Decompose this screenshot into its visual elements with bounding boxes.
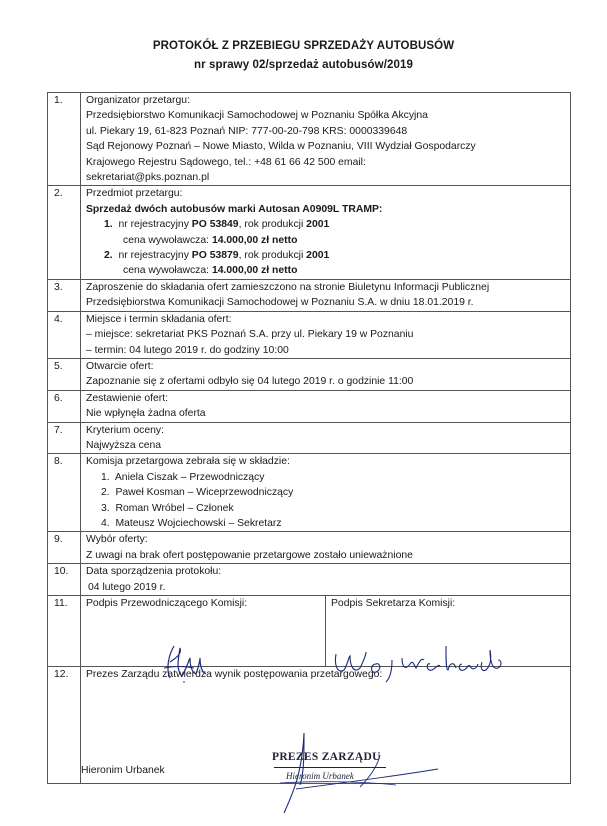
row-number: 9. xyxy=(48,532,81,564)
invitation-line: Zaproszenie do składania ofert zamieszczono na stronie Biuletynu Informacji Publicznej xyxy=(86,281,490,293)
president-name: Hieronim Urbanek xyxy=(81,765,165,776)
opening-label: Otwarcie ofert: xyxy=(86,360,154,372)
list-number: 1. xyxy=(101,471,110,483)
reg-prefix: nr rejestracyjny xyxy=(118,250,192,262)
organizer-line: Przedsiębiorstwo Komunikacji Samochodowej w Poznaniu Spółka Akcyjna xyxy=(86,110,428,122)
bus-item xyxy=(86,217,570,232)
registration-number: PO 53849 xyxy=(191,219,239,231)
deadline-line: – termin: 04 lutego 2019 r. do godziny 10:00 xyxy=(86,344,289,356)
offers-summary-label: Zestawienie ofert: xyxy=(86,392,169,404)
subject-label: Przedmiot przetargu: xyxy=(86,188,183,200)
year-prefix: , rok produkcji xyxy=(238,219,307,231)
list-number: 1. xyxy=(104,219,113,231)
price-prefix: cena wywoławcza: xyxy=(123,265,212,277)
bus-price xyxy=(86,263,570,278)
protocol-date-label: Data sporządzenia protokołu: xyxy=(86,566,222,578)
list-number: 2. xyxy=(101,487,110,499)
price-prefix: cena wywoławcza: xyxy=(123,234,212,246)
price-value: 14.000,00 zł netto xyxy=(211,265,298,277)
price-value: 14.000,00 zł netto xyxy=(211,234,298,246)
offer-selection-label: Wybór oferty: xyxy=(86,534,148,546)
offer-selection-cell xyxy=(81,532,571,564)
row-number: 8. xyxy=(48,454,81,532)
list-number: 3. xyxy=(101,502,110,514)
row-protocol-date xyxy=(48,564,571,596)
organizer-label: Organizator przetargu: xyxy=(86,95,190,106)
organizer-cell xyxy=(81,93,571,186)
row-number: 11. xyxy=(48,596,81,667)
year-prefix: , rok produkcji xyxy=(238,250,307,262)
stamp-underline xyxy=(274,767,386,768)
president-signature xyxy=(240,725,440,815)
secretary-signature xyxy=(330,640,510,685)
criterion-label: Kryterium oceny: xyxy=(86,424,164,436)
row-number: 3. xyxy=(48,279,81,311)
opening-cell xyxy=(81,358,571,390)
organizer-line: Sąd Rejonowy Poznań – Nowe Miasto, Wilda w Poznaniu, VIII Wydział Gospodarczy xyxy=(86,141,476,153)
offers-summary-cell xyxy=(81,390,571,422)
row-number: 2. xyxy=(48,186,81,279)
row-committee xyxy=(48,454,571,532)
protocol-date-text: 04 lutego 2019 r. xyxy=(88,581,166,593)
place-deadline-label: Miejsce i termin składania ofert: xyxy=(86,313,232,325)
row-criterion xyxy=(48,422,571,454)
stamp-name: Hieronim Urbanek xyxy=(286,771,354,781)
invitation-line: Przedsiębiorstwa Komunikacji Samochodowej w Poznaniu S.A. w dniu 18.01.2019 r. xyxy=(86,297,474,309)
row-number: 5. xyxy=(48,358,81,390)
case-number: nr sprawy 02/sprzedaż autobusów/2019 xyxy=(194,59,413,71)
approval-label: Prezes Zarządu zatwierdza wynik postępowania przetargowego: xyxy=(86,669,383,680)
committee-member xyxy=(86,485,570,500)
member-name: Paweł Kosman – Wiceprzewodniczący xyxy=(115,487,294,499)
row-organizer xyxy=(48,93,571,186)
organizer-email: sekretariat@pks.poznan.pl xyxy=(86,172,210,184)
offer-selection-text: Z uwagi na brak ofert postępowanie przetargowe zostało unieważnione xyxy=(86,549,413,561)
production-year: 2001 xyxy=(306,219,330,231)
production-year: 2001 xyxy=(306,250,330,262)
chairman-signature xyxy=(160,640,210,685)
row-number: 1. xyxy=(48,93,81,186)
committee-member xyxy=(86,516,570,531)
row-number: 12. xyxy=(48,667,81,784)
bus-price xyxy=(86,233,570,248)
protocol-date-cell xyxy=(81,564,571,596)
subject-cell xyxy=(81,186,571,279)
row-subject xyxy=(48,186,571,279)
bus-item xyxy=(86,248,570,263)
list-number: 2. xyxy=(104,250,113,262)
row-number: 10. xyxy=(48,564,81,596)
organizer-line: ul. Piekary 19, 61-823 Poznań NIP: 777-00-20-798 KRS: 0000339648 xyxy=(86,125,408,137)
document-title: PROTOKÓŁ Z PRZEBIEGU SPRZEDAŻY AUTOBUSÓW xyxy=(152,40,455,52)
place-line: – miejsce: sekretariat PKS Poznań S.A. przy ul. Piekary 19 w Poznaniu xyxy=(86,329,414,341)
row-opening xyxy=(48,358,571,390)
member-name: Roman Wróbel – Członek xyxy=(115,502,234,514)
chairman-signature-label: Podpis Przewodniczącego Komisji: xyxy=(86,598,248,609)
secretary-signature-label: Podpis Sekretarza Komisji: xyxy=(331,598,456,609)
row-number: 6. xyxy=(48,390,81,422)
committee-cell xyxy=(81,454,571,532)
opening-text: Zapoznanie się z ofertami odbyło się 04 lutego 2019 r. o godzinie 11:00 xyxy=(86,376,414,388)
list-number: 4. xyxy=(101,517,110,529)
organizer-line: Krajowego Rejestru Sądowego, tel.: +48 61 66 42 500 email: xyxy=(86,156,366,168)
offers-summary-text: Nie wpłynęła żadna oferta xyxy=(86,408,206,420)
member-name: Mateusz Wojciechowski – Sekretarz xyxy=(115,517,282,529)
committee-member xyxy=(86,470,570,485)
criterion-text: Najwyższa cena xyxy=(86,439,162,451)
stamp-title: PREZES ZARZĄDU xyxy=(272,751,381,763)
row-offers-summary xyxy=(48,390,571,422)
row-number: 7. xyxy=(48,422,81,454)
invitation-cell xyxy=(81,279,571,311)
member-name: Aniela Ciszak – Przewodniczący xyxy=(114,471,265,483)
place-deadline-cell xyxy=(81,311,571,358)
committee-member xyxy=(86,501,570,516)
reg-prefix: nr rejestracyjny xyxy=(118,219,192,231)
president-stamp xyxy=(240,725,440,815)
row-number: 4. xyxy=(48,311,81,358)
criterion-cell xyxy=(81,422,571,454)
row-invitation xyxy=(48,279,571,311)
row-offer-selection xyxy=(48,532,571,564)
registration-number: PO 53879 xyxy=(191,250,239,262)
row-place-deadline xyxy=(48,311,571,358)
committee-label: Komisja przetargowa zebrała się w składzie: xyxy=(86,456,290,468)
subject-heading: Sprzedaż dwóch autobusów marki Autosan A0909L TRAMP: xyxy=(86,203,383,215)
